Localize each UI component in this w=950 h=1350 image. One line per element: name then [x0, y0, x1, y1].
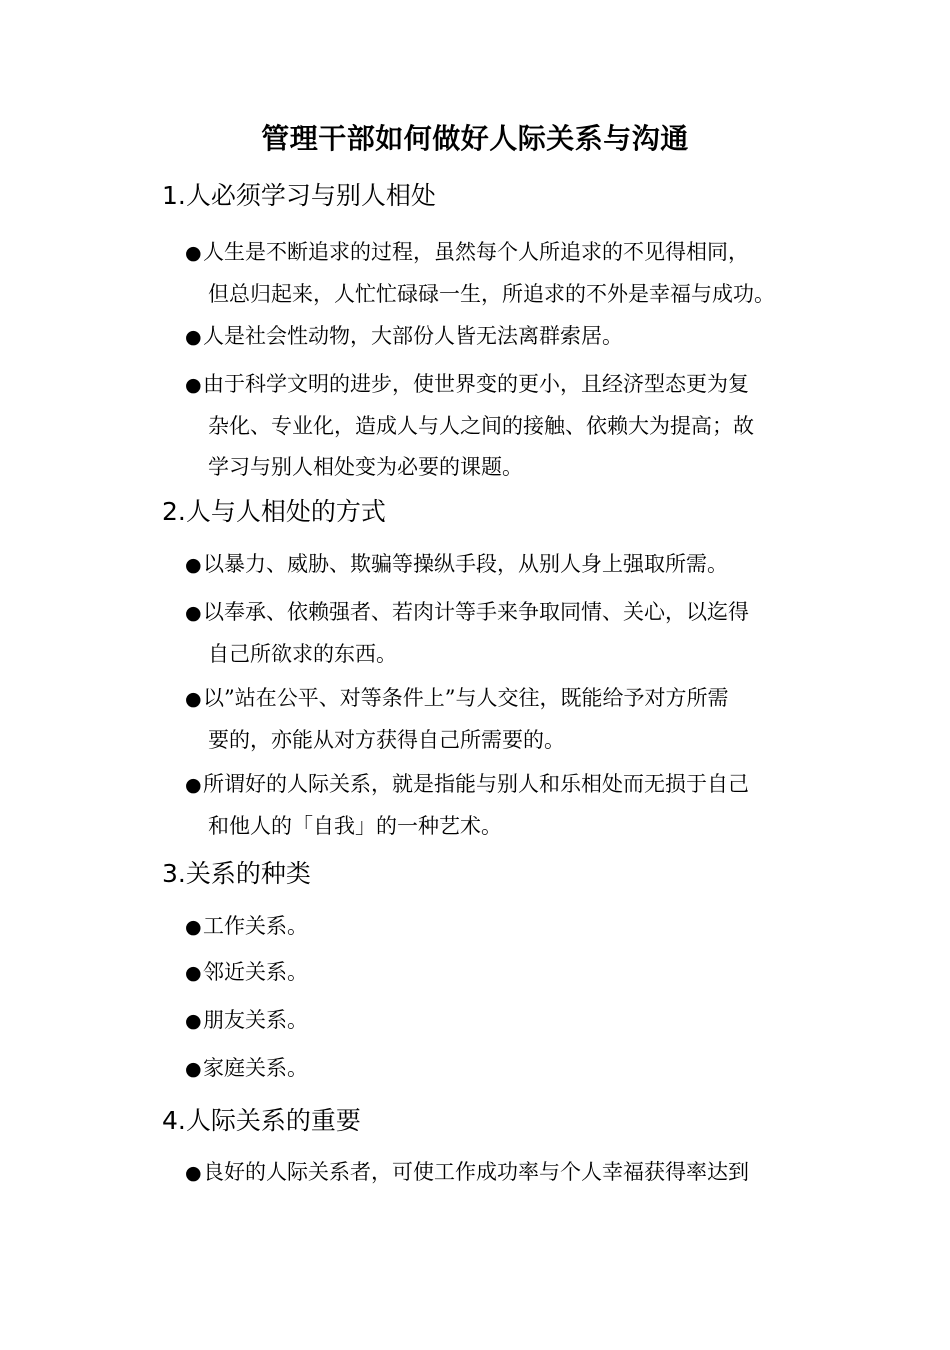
bullet-text: 由于科学文明的进步，使世界变的更小，且经济型态更为复 — [203, 372, 749, 396]
bullet-text: 人生是不断追求的过程，虽然每个人所追求的不见得相同， — [203, 240, 749, 264]
section-heading-text: 关系的种类 — [185, 859, 311, 888]
bullet-item — [185, 952, 825, 994]
bullet-dot-icon: ● — [185, 962, 202, 984]
bullet-text: 良好的人际关系者，可使工作成功率与个人幸福获得率达到 — [203, 1160, 749, 1184]
bullet-dot-icon: ● — [185, 554, 202, 576]
bullet-line — [185, 406, 825, 447]
section-heading — [162, 494, 386, 530]
bullet-text: 要的，亦能从对方获得自己所需要的。 — [208, 728, 565, 752]
bullet-text: 所谓好的人际关系，就是指能与别人和乐相处而无损于自己 — [203, 772, 749, 796]
bullet-item — [185, 232, 825, 315]
bullet-dot-icon: ● — [185, 1162, 202, 1184]
bullet-item — [185, 592, 825, 675]
bullet-item — [185, 906, 825, 948]
bullet-dot-icon: ● — [185, 374, 202, 396]
bullet-line — [185, 1152, 825, 1194]
bullet-dot-icon: ● — [185, 242, 202, 264]
section-heading — [162, 856, 311, 892]
bullet-dot-icon: ● — [185, 326, 202, 348]
bullet-item — [185, 364, 825, 488]
bullet-text: 但总归起来，人忙忙碌碌一生，所追求的不外是幸福与成功。 — [208, 282, 775, 306]
bullet-item — [185, 316, 825, 358]
bullet-item — [185, 544, 825, 586]
section-number: 4. — [162, 1106, 186, 1135]
bullet-text: 邻近关系。 — [203, 960, 308, 984]
section-heading — [162, 1103, 361, 1139]
bullet-line — [185, 906, 825, 948]
document-title: 管理干部如何做好人际关系与沟通 — [261, 122, 689, 155]
bullet-line — [185, 364, 825, 406]
bullet-text: 自己所欲求的东西。 — [208, 642, 397, 666]
bullet-item — [185, 1000, 825, 1042]
bullet-line — [185, 806, 825, 847]
bullet-line — [185, 592, 825, 634]
bullet-dot-icon: ● — [185, 1058, 202, 1080]
bullet-line — [185, 316, 825, 358]
bullet-item — [185, 678, 825, 761]
section-heading-text: 人与人相处的方式 — [185, 497, 386, 526]
bullet-dot-icon: ● — [185, 774, 202, 796]
bullet-line — [185, 634, 825, 675]
bullet-text: 家庭关系。 — [203, 1056, 308, 1080]
bullet-line — [185, 952, 825, 994]
bullet-line — [185, 1000, 825, 1042]
section-number: 2. — [162, 497, 186, 526]
section-heading-text: 人必须学习与别人相处 — [185, 181, 436, 210]
bullet-text: 杂化、专业化，造成人与人之间的接触、依赖大为提高；故 — [208, 414, 754, 438]
section-number: 1. — [162, 181, 186, 210]
bullet-line — [185, 678, 825, 720]
bullet-text: 工作关系。 — [203, 914, 308, 938]
section-heading-text: 人际关系的重要 — [185, 1106, 361, 1135]
bullet-text: 以”站在公平、对等条件上”与人交往，既能给予对方所需 — [203, 686, 729, 710]
bullet-line — [185, 720, 825, 761]
bullet-dot-icon: ● — [185, 688, 202, 710]
bullet-item — [185, 1048, 825, 1090]
bullet-dot-icon: ● — [185, 916, 202, 938]
section-number: 3. — [162, 859, 186, 888]
bullet-item — [185, 764, 825, 847]
bullet-item — [185, 1152, 825, 1194]
bullet-line — [185, 274, 825, 315]
bullet-text: 以奉承、依赖强者、若肉计等手来争取同情、关心，以迄得 — [203, 600, 749, 624]
bullet-line — [185, 764, 825, 806]
bullet-text: 人是社会性动物，大部份人皆无法离群索居。 — [203, 324, 623, 348]
bullet-dot-icon: ● — [185, 1010, 202, 1032]
bullet-line — [185, 447, 825, 488]
bullet-text: 学习与别人相处变为必要的课题。 — [208, 455, 523, 479]
bullet-text: 和他人的「自我」的一种艺术。 — [208, 814, 502, 838]
section-heading — [162, 178, 436, 214]
bullet-line — [185, 544, 825, 586]
bullet-text: 以暴力、威胁、欺骗等操纵手段，从别人身上强取所需。 — [203, 552, 728, 576]
bullet-line — [185, 232, 825, 274]
bullet-dot-icon: ● — [185, 602, 202, 624]
bullet-line — [185, 1048, 825, 1090]
bullet-text: 朋友关系。 — [203, 1008, 308, 1032]
